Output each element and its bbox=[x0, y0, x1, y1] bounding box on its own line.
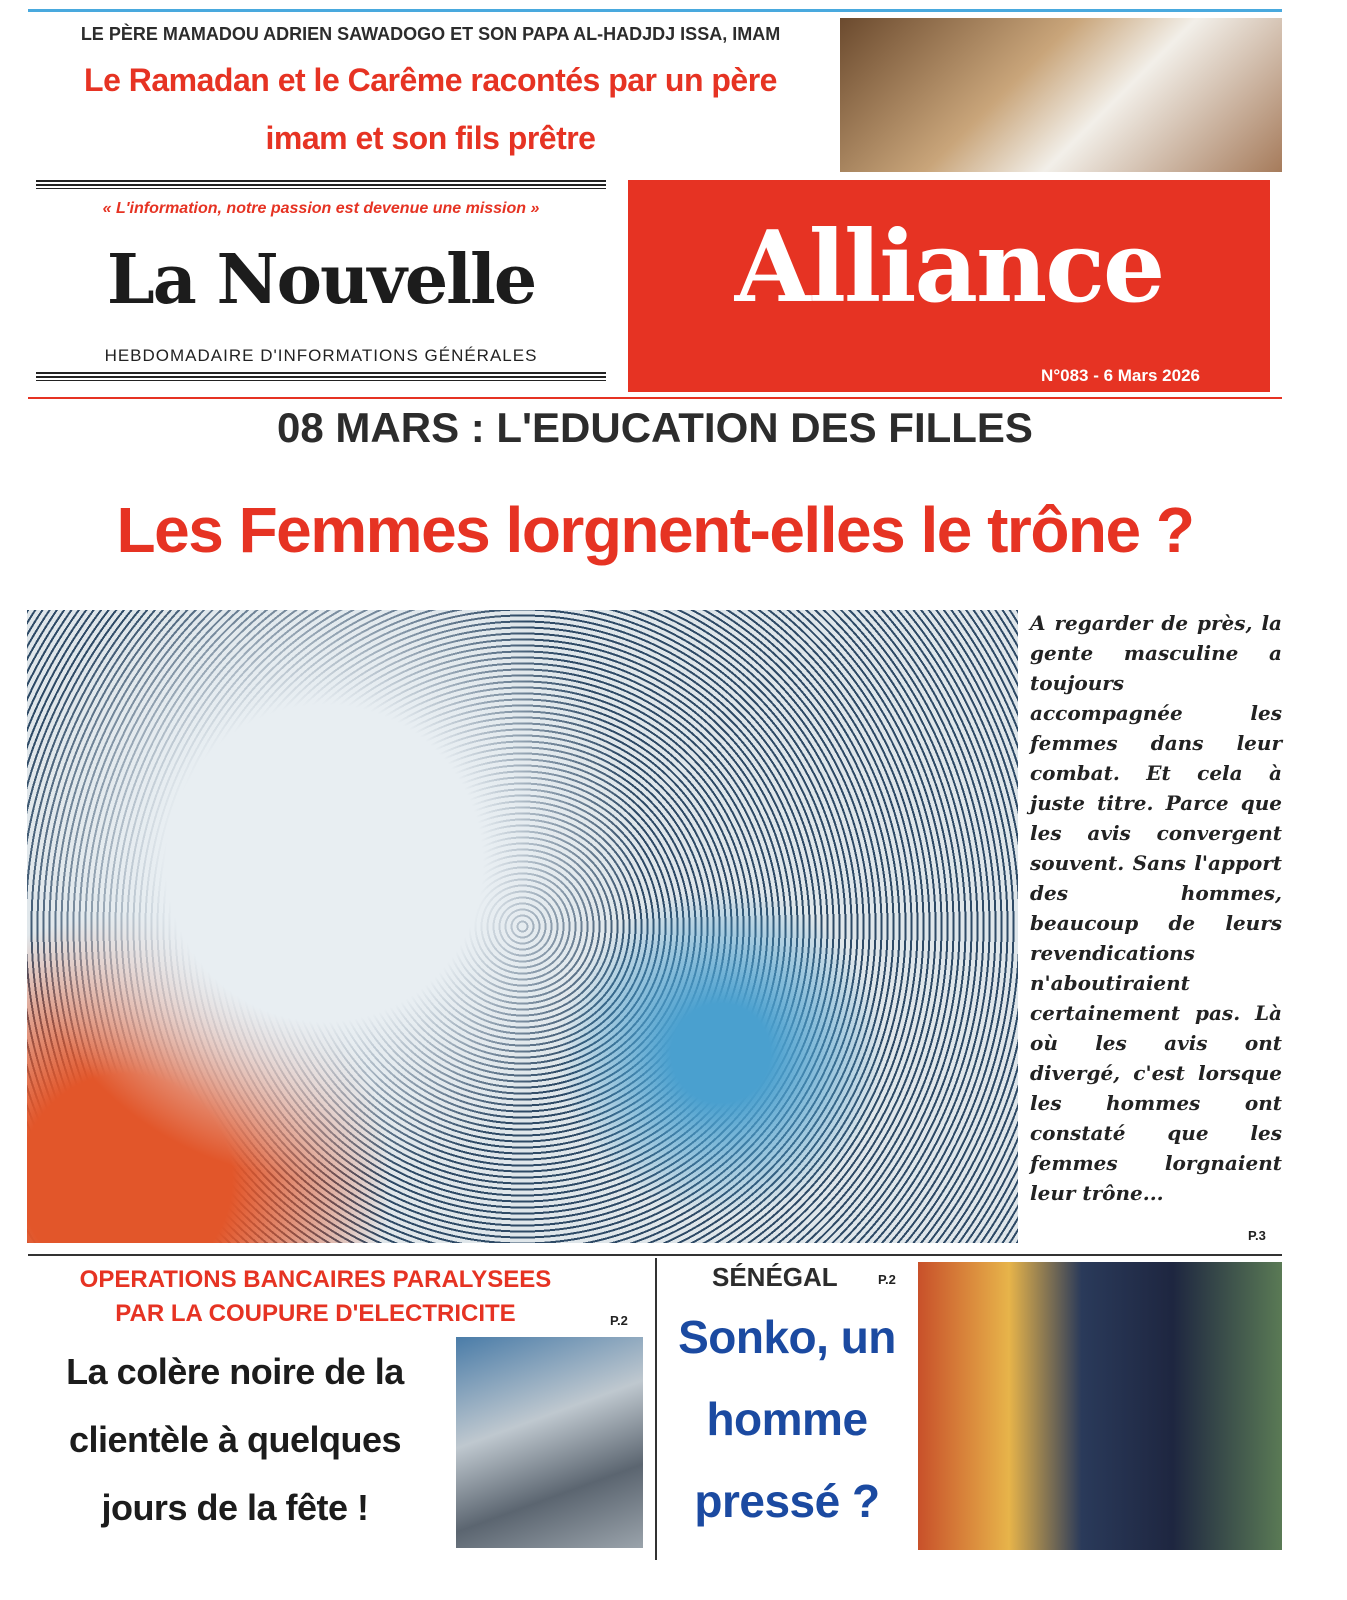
section-divider bbox=[28, 1254, 1282, 1256]
sonko-photo bbox=[918, 1262, 1282, 1550]
lead-headline[interactable] bbox=[28, 490, 1282, 570]
headline-text: jours de la fête ! bbox=[101, 1487, 369, 1528]
bank-kicker-1 bbox=[28, 1263, 603, 1297]
bank-headline-2[interactable] bbox=[20, 1406, 450, 1474]
headline-text: imam et son fils prêtre bbox=[265, 120, 596, 156]
kicker-text: SÉNÉGAL bbox=[712, 1262, 838, 1292]
headline-text: pressé ? bbox=[694, 1475, 880, 1527]
senegal-headline-2[interactable] bbox=[662, 1378, 912, 1460]
headline-text: Sonko, un bbox=[678, 1311, 896, 1363]
top-story-headline-2[interactable] bbox=[28, 110, 833, 166]
bank-kicker-2 bbox=[28, 1297, 603, 1331]
senegal-kicker bbox=[712, 1262, 838, 1293]
women-crowd-photo bbox=[27, 610, 1018, 1243]
top-story-headline-1[interactable] bbox=[28, 52, 833, 108]
lead-page-ref: P.3 bbox=[1248, 1228, 1266, 1243]
bank-page-ref: P.2 bbox=[610, 1313, 628, 1328]
atm-photo bbox=[456, 1337, 643, 1548]
masthead-right bbox=[628, 180, 1270, 392]
headline-text: clientèle à quelques bbox=[68, 1419, 402, 1460]
issue-number: N°083 - 6 Mars 2026 bbox=[1041, 366, 1200, 385]
kicker-text: PAR LA COUPURE D'ELECTRICITE bbox=[115, 1300, 516, 1327]
headline-text: homme bbox=[706, 1393, 868, 1445]
masthead-subtitle: HEBDOMADAIRE D'INFORMATIONS GÉNÉRALES bbox=[104, 346, 538, 365]
senegal-headline-3[interactable] bbox=[662, 1460, 912, 1542]
kicker-text: OPERATIONS BANCAIRES PARALYSEES bbox=[79, 1266, 552, 1293]
headline-text: Les Femmes lorgnent-elles le trône ? bbox=[116, 494, 1194, 566]
masthead-motto: « L'information, notre passion est devenue une mission » bbox=[102, 200, 540, 217]
kicker-text: LE PÈRE MAMADOU ADRIEN SAWADOGO ET SON PAPA AL-HADJDJ ISSA, IMAM bbox=[80, 24, 781, 44]
priest-imam-photo bbox=[840, 18, 1282, 172]
headline-text: La colère noire de la bbox=[66, 1351, 404, 1392]
senegal-page-ref: P.2 bbox=[878, 1272, 896, 1287]
kicker-text: 08 MARS : L'EDUCATION DES FILLES bbox=[277, 404, 1033, 451]
masthead-rule bbox=[36, 372, 606, 381]
top-story-kicker bbox=[28, 24, 833, 45]
masthead-left bbox=[36, 180, 606, 392]
lead-kicker bbox=[28, 404, 1282, 452]
bank-headline-1[interactable] bbox=[20, 1338, 450, 1406]
top-rule bbox=[28, 9, 1282, 12]
red-rule bbox=[28, 397, 1282, 399]
bank-headline-3[interactable] bbox=[20, 1474, 450, 1542]
headline-text: Le Ramadan et le Carême racontés par un père bbox=[84, 62, 777, 98]
lead-body: A regarder de près, la gente masculine a toujours accompagnée les femmes dans leur combat. Et cela à juste titre. Parce que les avis convergent souvent. Sans l'apport des hommes, beaucoup de leurs revendications n'aboutiraient certainement pas. Là où les avis ont divergé, c'est lorsque les hommes ont constaté que les femmes lorgnaient leur trône... bbox=[1030, 611, 1282, 1205]
column-divider bbox=[655, 1258, 657, 1560]
masthead-logo-la-nouvelle: La Nouvelle bbox=[106, 240, 536, 320]
masthead-logo-alliance: Alliance bbox=[734, 210, 1164, 325]
masthead-rule bbox=[36, 180, 606, 189]
senegal-headline-1[interactable] bbox=[662, 1296, 912, 1378]
